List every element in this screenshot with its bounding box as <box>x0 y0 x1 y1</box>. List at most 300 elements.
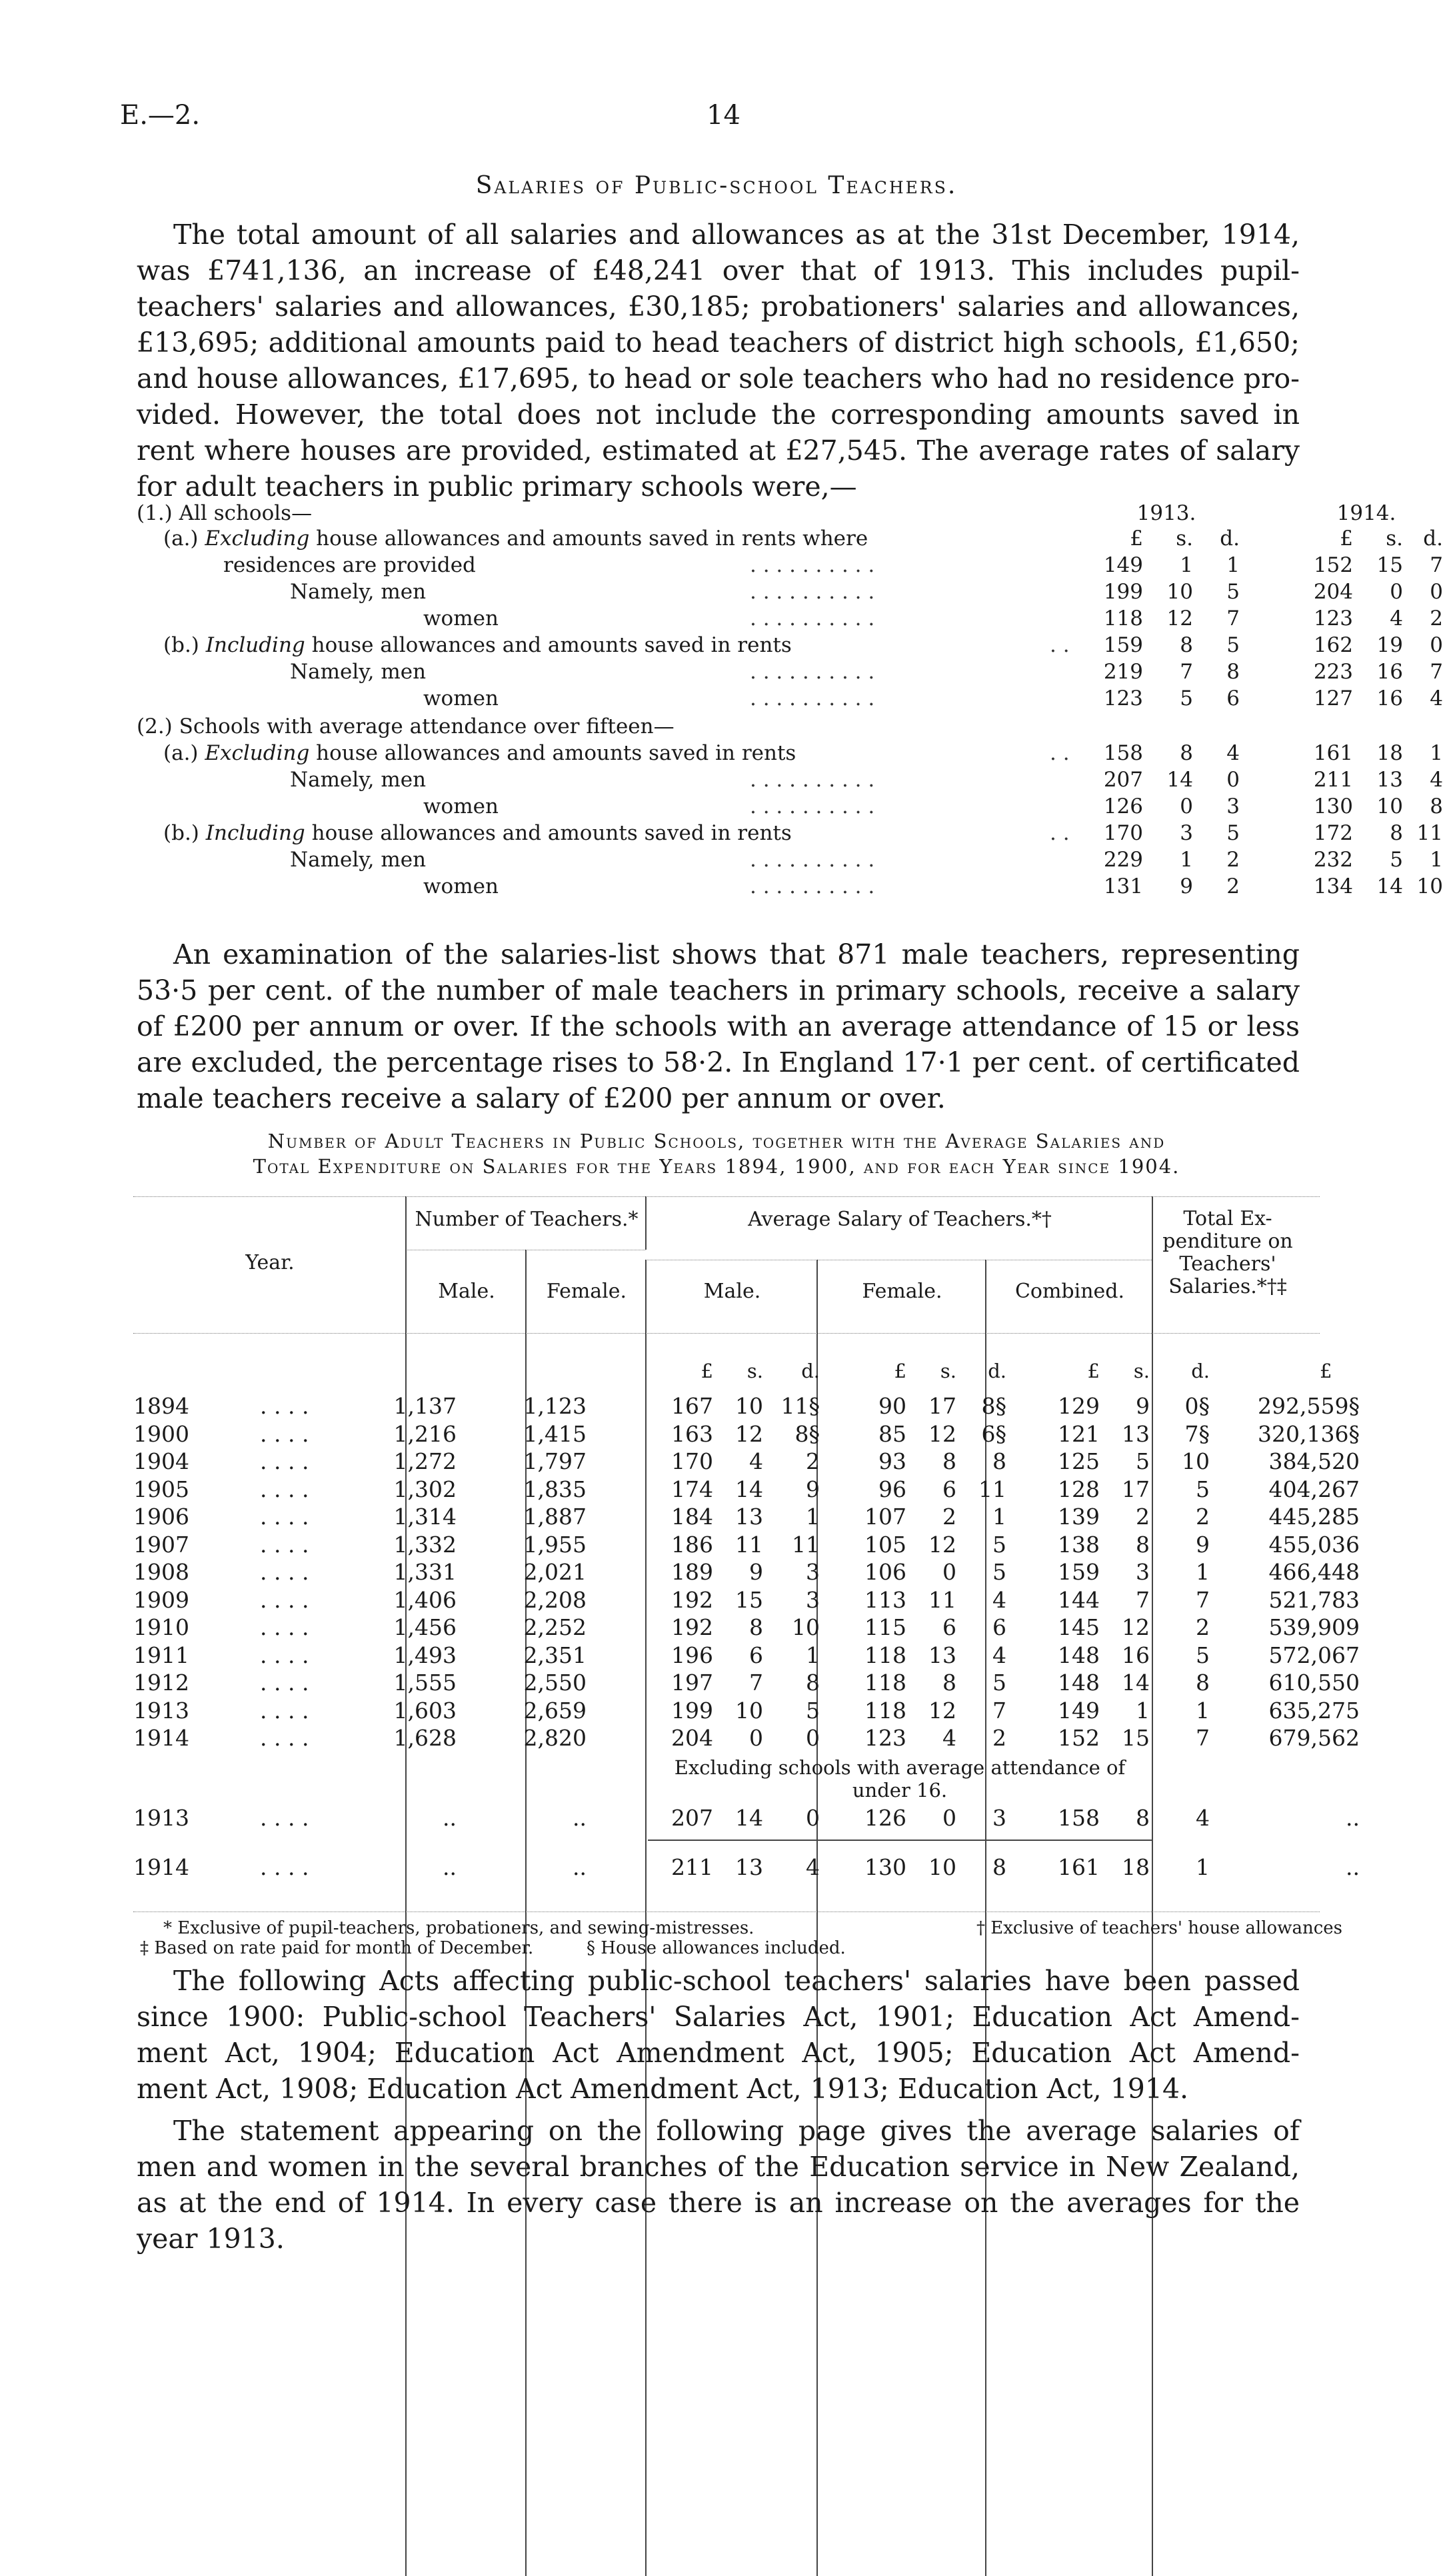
cell-female-count: 1,887 <box>523 1504 587 1530</box>
cell-male-count: 1,302 <box>393 1476 457 1502</box>
exclusion-note-line: under 16. <box>852 1779 948 1802</box>
cell-salary: 192 <box>671 1614 713 1640</box>
leader-dots: . . . . <box>260 1697 309 1724</box>
cell-male-count: 1,331 <box>393 1559 457 1585</box>
footnote-asterisk: * Exclusive of pupil-teachers, probationers, and sewing-mistresses. <box>163 1918 754 1938</box>
cell-salary: 17 <box>928 1393 956 1419</box>
cell-salary: 7 <box>1136 1586 1150 1613</box>
rate-label <box>290 768 426 792</box>
text-line: since 1900: Public-school Teachers' Salaries Act, 1901; Education Act Amend- <box>137 2001 1300 2033</box>
cell-salary: 144 <box>1058 1586 1100 1613</box>
cell-year: 1914 <box>133 1854 189 1880</box>
leader-dots: . . <box>1050 633 1070 657</box>
rate-label-prefix: (b.) <box>163 633 206 657</box>
cell-salary: 0 <box>942 1805 956 1831</box>
cell-male-count: 1,314 <box>393 1504 457 1530</box>
cell-male-count: .. <box>443 1805 457 1831</box>
rate-value: 229 <box>1103 848 1143 872</box>
cell-salary: 161 <box>1058 1854 1100 1880</box>
cell-salary: 7 <box>992 1697 1006 1724</box>
leader-dots: . . . . . . . . . . <box>750 553 875 577</box>
cell-salary: 148 <box>1058 1642 1100 1668</box>
leader-dots: . . . . . . . . . . <box>750 768 875 792</box>
rate-value: 232 <box>1313 848 1353 872</box>
cell-salary: 8 <box>942 1448 956 1474</box>
rate-row <box>137 633 1443 661</box>
rate-label-text: house allowances and amounts saved in rents where <box>309 527 868 551</box>
cell-salary: 85 <box>878 1420 906 1447</box>
rate-value: 14 <box>1376 874 1403 898</box>
cell-salary: 3 <box>1136 1559 1150 1585</box>
rate-value: 134 <box>1313 874 1353 898</box>
cell-salary: 11 <box>792 1531 820 1558</box>
cell-female-count: 2,820 <box>523 1725 587 1751</box>
cell-salary: 204 <box>671 1725 713 1751</box>
cell-salary: 1 <box>1196 1697 1210 1724</box>
cell-year: 1904 <box>133 1448 189 1474</box>
leader-dots: . . . . <box>260 1504 309 1530</box>
cell-salary: 8 <box>992 1854 1006 1880</box>
cell-female-count: 2,351 <box>523 1642 587 1668</box>
rate-row <box>137 821 1443 849</box>
rate-value: 172 <box>1313 821 1353 845</box>
cell-salary: 107 <box>864 1504 906 1530</box>
rate-value: 5 <box>1226 821 1240 845</box>
rate-value: 10 <box>1376 794 1403 818</box>
cell-total: 404,267 <box>1268 1476 1360 1502</box>
header-salary-female: Female. <box>862 1280 942 1303</box>
acts-paragraph <box>137 1963 1300 2107</box>
leader-dots: . . . . . . . . . . <box>750 607 875 631</box>
rate-value: 127 <box>1313 686 1353 710</box>
cell-salary: 5 <box>806 1697 820 1724</box>
rate-label <box>163 633 792 657</box>
cell-year: 1909 <box>133 1586 189 1613</box>
cell-salary: 125 <box>1058 1448 1100 1474</box>
rate-value: 1 <box>1430 741 1443 765</box>
table-row <box>133 1670 1360 1700</box>
leader-dots: . . <box>1050 741 1070 765</box>
cell-salary: 145 <box>1058 1614 1100 1640</box>
cell-salary: 6 <box>749 1642 763 1668</box>
cell-salary: 118 <box>864 1697 906 1724</box>
table-row <box>133 1504 1360 1534</box>
cell-salary: 4 <box>992 1642 1006 1668</box>
header-total-expenditure <box>1154 1208 1301 1298</box>
cell-year: 1907 <box>133 1531 189 1558</box>
cell-salary: 139 <box>1058 1504 1100 1530</box>
rate-label <box>423 686 499 710</box>
cell-male-count: 1,456 <box>393 1614 457 1640</box>
rate-row <box>137 686 1443 714</box>
rate-value: 3 <box>1180 821 1193 845</box>
cell-salary: 105 <box>864 1531 906 1558</box>
cell-salary: 128 <box>1058 1476 1100 1502</box>
cell-salary: 1 <box>806 1642 820 1668</box>
text-line: An examination of the salaries-list shows that 871 male teachers, representing <box>173 938 1300 970</box>
rate-row <box>137 741 1443 769</box>
rate-label-emphasis: Excluding <box>205 741 310 765</box>
cell-salary: 4 <box>806 1854 820 1880</box>
text-line: £13,695; additional amounts paid to head teachers of district high schools, £1,650; <box>137 327 1300 359</box>
rate-label <box>290 848 426 872</box>
text-line: of £200 per annum or over. If the schools with an average attendance of 15 or less <box>137 1010 1300 1042</box>
cell-male-count: 1,137 <box>393 1393 457 1419</box>
rate-label <box>137 714 675 738</box>
rate-label-text: house allowances and amounts saved in rents <box>305 633 792 657</box>
leader-dots: . . . . <box>260 1559 309 1585</box>
unit-pence: d. <box>988 1360 1006 1382</box>
cell-salary: 0§ <box>1184 1393 1210 1419</box>
cell-salary: 13 <box>735 1504 763 1530</box>
cell-salary: 1 <box>1196 1854 1210 1880</box>
cell-salary: 14 <box>735 1476 763 1502</box>
header-total-line: Total Ex- <box>1183 1207 1272 1230</box>
rate-label-emphasis: Excluding <box>205 527 310 551</box>
cell-year: 1913 <box>133 1697 189 1724</box>
rate-row <box>137 714 1303 742</box>
rate-value: 131 <box>1103 874 1143 898</box>
rate-value: 0 <box>1390 580 1403 604</box>
cell-male-count: 1,216 <box>393 1420 457 1447</box>
cell-salary: 5 <box>992 1559 1006 1585</box>
cell-salary: 148 <box>1058 1670 1100 1696</box>
rate-value: 9 <box>1180 874 1193 898</box>
cell-salary: 11§ <box>780 1393 820 1419</box>
rate-value: 5 <box>1180 686 1193 710</box>
rate-row <box>137 794 1443 822</box>
cell-salary: 1 <box>992 1504 1006 1530</box>
cell-year: 1900 <box>133 1420 189 1447</box>
cell-salary: 12 <box>928 1420 956 1447</box>
table-rule <box>645 1196 647 1250</box>
cell-salary: 12 <box>1122 1614 1150 1640</box>
cell-salary: 158 <box>1058 1805 1100 1831</box>
table-row <box>133 1697 1360 1728</box>
footnote-section: § House allowances included. <box>587 1938 846 1958</box>
exclusion-note <box>648 1756 1152 1802</box>
rate-value: 14 <box>1166 768 1193 792</box>
cell-salary: 7 <box>1196 1725 1210 1751</box>
cell-salary: 4 <box>1196 1805 1210 1831</box>
table-row <box>133 1531 1360 1562</box>
cell-salary: 15 <box>1122 1725 1150 1751</box>
cell-salary: 5 <box>992 1531 1006 1558</box>
text-line: year 1913. <box>137 2223 285 2255</box>
rate-value: 159 <box>1103 633 1143 657</box>
rate-row <box>137 660 1443 688</box>
cell-salary: 8 <box>1136 1805 1150 1831</box>
rate-value: 13 <box>1376 768 1403 792</box>
cell-salary: 17 <box>1122 1476 1150 1502</box>
cell-salary: 2 <box>1196 1614 1210 1640</box>
cell-salary: 13 <box>735 1854 763 1880</box>
rate-value: 211 <box>1313 768 1353 792</box>
cell-salary: 5 <box>992 1670 1006 1696</box>
rate-row <box>137 848 1443 876</box>
table-rule <box>648 1840 1152 1841</box>
cell-salary: 5 <box>1196 1642 1210 1668</box>
table-header-rule <box>133 1333 1320 1334</box>
cell-salary: 6 <box>992 1614 1006 1640</box>
unit-pounds: £ <box>1087 1360 1100 1382</box>
table-row <box>133 1805 1360 1836</box>
cell-male-count: 1,332 <box>393 1531 457 1558</box>
text-line: The total amount of all salaries and allowances as at the 31st December, 1914, <box>173 219 1300 251</box>
rate-value: 18 <box>1376 741 1403 765</box>
cell-salary: 163 <box>671 1420 713 1447</box>
rate-value: 5 <box>1226 580 1240 604</box>
header-total-line: Salaries.*†‡ <box>1168 1275 1287 1298</box>
cell-salary: 196 <box>671 1642 713 1668</box>
rate-label <box>163 821 792 845</box>
cell-total: 320,136§ <box>1258 1420 1360 1447</box>
cell-female-count: 1,123 <box>523 1393 587 1419</box>
cell-salary: 9 <box>1136 1393 1150 1419</box>
text-line: ment Act, 1908; Education Act Amendment Act, 1913; Education Act, 1914. <box>137 2073 1189 2105</box>
unit-shillings: s. <box>746 1360 763 1382</box>
cell-salary: 121 <box>1058 1420 1100 1447</box>
cell-salary: 2 <box>1196 1504 1210 1530</box>
rates-unit: £ <box>1130 527 1143 551</box>
leader-dots: . . . . <box>260 1725 309 1751</box>
text-line: vided. However, the total does not include the corresponding amounts saved in <box>137 399 1300 431</box>
rate-label-emphasis: Including <box>205 821 305 845</box>
cell-salary: 6 <box>942 1614 956 1640</box>
text-line: was £741,136, an increase of £48,241 over that of 1913. This includes pupil- <box>137 255 1300 287</box>
cell-salary: 8 <box>992 1448 1006 1474</box>
header-number-of-teachers: Number of Teachers.* <box>415 1208 639 1231</box>
cell-salary: 18 <box>1122 1854 1150 1880</box>
leader-dots: . . . . . . . . . . <box>750 686 875 710</box>
cell-total: 292,559§ <box>1258 1393 1360 1419</box>
cell-salary: 126 <box>864 1805 906 1831</box>
cell-salary: 1 <box>1136 1697 1150 1724</box>
rate-value: 161 <box>1313 741 1353 765</box>
rates-unit: £ <box>1340 527 1353 551</box>
table-top-rule <box>133 1196 1320 1197</box>
cell-salary: 115 <box>864 1614 906 1640</box>
table-row <box>133 1448 1360 1479</box>
cell-total: 635,275 <box>1268 1697 1360 1724</box>
cell-salary: 6 <box>942 1476 956 1502</box>
cell-male-count: 1,603 <box>393 1697 457 1724</box>
rate-value: 123 <box>1103 686 1143 710</box>
rate-value: 123 <box>1313 607 1353 631</box>
rate-value: 3 <box>1226 794 1240 818</box>
cell-salary: 12 <box>928 1697 956 1724</box>
rates-unit: d. <box>1423 527 1443 551</box>
cell-total: 384,520 <box>1268 1448 1360 1474</box>
unit-shillings: s. <box>1133 1360 1150 1382</box>
text-line: The statement appearing on the following page gives the average salaries of <box>173 2115 1300 2147</box>
cell-male-count: 1,493 <box>393 1642 457 1668</box>
rate-row <box>137 527 1303 555</box>
cell-salary: 167 <box>671 1393 713 1419</box>
rate-label <box>290 580 426 604</box>
rate-label-prefix: (a.) <box>163 741 205 765</box>
cell-total: 445,285 <box>1268 1504 1360 1530</box>
cell-total: 521,783 <box>1268 1586 1360 1613</box>
cell-salary: 2 <box>1136 1504 1150 1530</box>
rate-value: 0 <box>1180 794 1193 818</box>
rate-value: 0 <box>1226 768 1240 792</box>
cell-salary: 11 <box>978 1476 1006 1502</box>
rate-value: 2 <box>1226 848 1240 872</box>
rate-value: 10 <box>1166 580 1193 604</box>
cell-salary: 15 <box>735 1586 763 1613</box>
exclusion-note-line: Excluding schools with average attendance of <box>674 1756 1126 1779</box>
text-line: men and women in the several branches of the Education service in New Zealand, <box>137 2151 1300 2183</box>
footnote-double-dagger: ‡ Based on rate paid for month of December. <box>140 1938 534 1958</box>
rate-value: 4 <box>1430 686 1443 710</box>
leader-dots: . . . . <box>260 1448 309 1474</box>
unit-shillings: s. <box>940 1360 956 1382</box>
cell-female-count: 2,252 <box>523 1614 587 1640</box>
rates-unit: d. <box>1220 527 1240 551</box>
cell-total: 539,909 <box>1268 1614 1360 1640</box>
rate-value: 1 <box>1226 553 1240 577</box>
text-line: for adult teachers in public primary schools were,— <box>137 471 857 503</box>
unit-pounds: £ <box>1320 1360 1332 1382</box>
leader-dots: . . . . . . . . . . <box>750 580 875 604</box>
rate-value: 4 <box>1226 741 1240 765</box>
table-title-line: Total Expenditure on Salaries for the Years 1894, 1900, and for each Year since 1904. <box>253 1155 1180 1178</box>
cell-salary: 8§ <box>981 1393 1006 1419</box>
rates-col-1913: 1913. <box>1136 501 1196 525</box>
cell-salary: 123 <box>864 1725 906 1751</box>
closing-paragraph <box>137 2113 1300 2257</box>
text-line: rent where houses are provided, estimated at £27,545. The average rates of salary <box>137 435 1300 467</box>
text-line: as at the end of 1914. In every case there is an increase on the averages for the <box>137 2187 1300 2219</box>
leader-dots: . . . . <box>260 1670 309 1696</box>
cell-salary: 10 <box>735 1697 763 1724</box>
cell-salary: 207 <box>671 1805 713 1831</box>
cell-female-count: .. <box>573 1854 587 1880</box>
rate-value: 15 <box>1376 553 1403 577</box>
rate-label <box>163 527 868 551</box>
rate-value: 162 <box>1313 633 1353 657</box>
cell-salary: 1 <box>1196 1559 1210 1585</box>
table-row <box>133 1614 1360 1645</box>
text-line: are excluded, the percentage rises to 58·2. In England 17·1 per cent. of certificated <box>137 1046 1300 1078</box>
cell-salary: 4 <box>942 1725 956 1751</box>
rate-value: 126 <box>1103 794 1143 818</box>
footnote-dagger: † Exclusive of teachers' house allowances <box>976 1918 1342 1938</box>
cell-year: 1908 <box>133 1559 189 1585</box>
rate-value: 170 <box>1103 821 1143 845</box>
table-row <box>133 1642 1360 1673</box>
table-row <box>133 1476 1360 1507</box>
rate-value: 19 <box>1376 633 1403 657</box>
rate-value: 223 <box>1313 660 1353 684</box>
cell-salary: 12 <box>735 1420 763 1447</box>
cell-salary: 8 <box>1136 1531 1150 1558</box>
rate-value: 4 <box>1430 768 1443 792</box>
rate-value: 11 <box>1416 821 1443 845</box>
rate-row <box>137 501 1303 529</box>
rate-value: 7 <box>1180 660 1193 684</box>
header-number-female: Female. <box>546 1280 627 1303</box>
cell-year: 1905 <box>133 1476 189 1502</box>
page-number: 14 <box>707 100 740 131</box>
leader-dots: . . . . <box>260 1614 309 1640</box>
rate-value: 16 <box>1376 660 1403 684</box>
cell-salary: 10 <box>928 1854 956 1880</box>
cell-salary: 8 <box>806 1670 820 1696</box>
cell-salary: 90 <box>878 1393 906 1419</box>
cell-female-count: 2,208 <box>523 1586 587 1613</box>
cell-salary: 149 <box>1058 1697 1100 1724</box>
cell-female-count: .. <box>573 1805 587 1831</box>
cell-salary: 129 <box>1058 1393 1100 1419</box>
intro-paragraph <box>137 217 1300 505</box>
cell-salary: 1 <box>806 1504 820 1530</box>
cell-female-count: 1,955 <box>523 1531 587 1558</box>
rate-value: 7 <box>1430 660 1443 684</box>
cell-salary: 2 <box>806 1448 820 1474</box>
rate-label-text: Namely, men <box>290 848 427 872</box>
rate-value: 152 <box>1313 553 1353 577</box>
rate-value: 1 <box>1180 848 1193 872</box>
leader-dots: . . . . . . . . . . <box>750 874 875 898</box>
cell-salary: 8 <box>749 1614 763 1640</box>
rates-unit: s. <box>1386 527 1403 551</box>
rate-label <box>137 501 312 525</box>
leader-dots: . . . . . . . . . . <box>750 848 875 872</box>
cell-salary: 13 <box>928 1642 956 1668</box>
rate-label-text: (1.) All schools— <box>137 501 313 525</box>
cell-salary: 192 <box>671 1586 713 1613</box>
rate-value: 5 <box>1226 633 1240 657</box>
rate-value: 219 <box>1103 660 1143 684</box>
rate-value: 204 <box>1313 580 1353 604</box>
cell-salary: 118 <box>864 1670 906 1696</box>
leader-dots: . . . . . . . . . . <box>750 660 875 684</box>
cell-salary: 159 <box>1058 1559 1100 1585</box>
table-rule <box>405 1196 407 1250</box>
cell-salary: 189 <box>671 1559 713 1585</box>
rate-label-text: women <box>423 686 499 710</box>
cell-male-count: .. <box>443 1854 457 1880</box>
cell-female-count: 2,659 <box>523 1697 587 1724</box>
cell-salary: 10 <box>1182 1448 1210 1474</box>
cell-year: 1913 <box>133 1805 189 1831</box>
cell-year: 1910 <box>133 1614 189 1640</box>
cell-male-count: 1,628 <box>393 1725 457 1751</box>
leader-dots: . . . . <box>260 1476 309 1502</box>
cell-salary: 9 <box>1196 1531 1210 1558</box>
rate-label <box>423 794 499 818</box>
leader-dots: . . . . <box>260 1531 309 1558</box>
cell-salary: 16 <box>1122 1642 1150 1668</box>
rate-row <box>137 768 1443 796</box>
cell-salary: 11 <box>928 1586 956 1613</box>
rate-label-text: residences are provided <box>223 553 476 577</box>
header-total-line: penditure on <box>1162 1230 1293 1253</box>
cell-salary: 3 <box>806 1586 820 1613</box>
rate-value: 6 <box>1226 686 1240 710</box>
cell-salary: 0 <box>806 1725 820 1751</box>
rate-value: 7 <box>1226 607 1240 631</box>
cell-salary: 2 <box>942 1504 956 1530</box>
rate-label-emphasis: Including <box>205 633 305 657</box>
cell-salary: 11 <box>735 1531 763 1558</box>
rate-value: 199 <box>1103 580 1143 604</box>
cell-salary: 0 <box>942 1559 956 1585</box>
cell-male-count: 1,555 <box>393 1670 457 1696</box>
table-row <box>133 1393 1360 1424</box>
